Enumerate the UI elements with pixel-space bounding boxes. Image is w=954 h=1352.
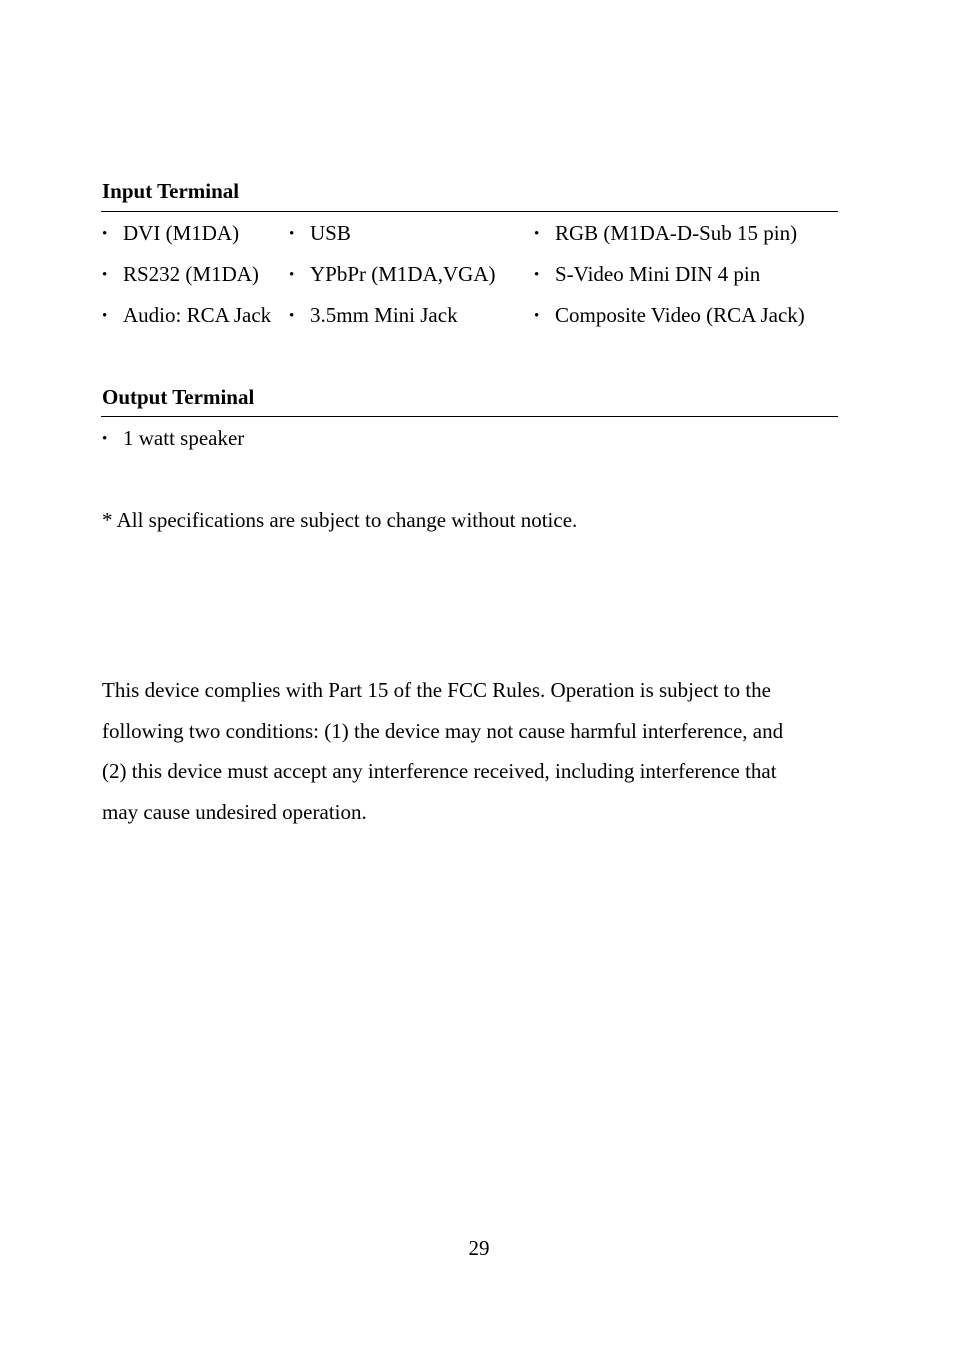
fcc-statement-line: following two conditions: (1) the device may not cause harmful interference, and — [102, 718, 784, 743]
input-spec-item: • RS232 (M1DA) — [102, 262, 259, 286]
specification-notice: * All specifications are subject to change without notice. — [102, 508, 578, 532]
bullet-icon: • — [289, 226, 295, 242]
bullet-icon: • — [102, 308, 108, 324]
output-terminal-divider — [101, 416, 838, 417]
fcc-statement-line: may cause undesired operation. — [102, 800, 367, 825]
bullet-icon: • — [289, 267, 295, 283]
bullet-icon: • — [102, 267, 108, 283]
bullet-icon: • — [534, 226, 540, 242]
input-spec-item: • DVI (M1DA) — [102, 221, 240, 245]
bullet-icon: • — [289, 308, 295, 324]
output-terminal-title: Output Terminal — [102, 385, 255, 409]
fcc-statement — [102, 670, 847, 833]
input-terminal-title: Input Terminal — [102, 179, 240, 203]
page-number: 29 — [468, 1236, 490, 1260]
input-spec-item: • USB — [289, 221, 351, 245]
input-spec-item: • Composite Video (RCA Jack) — [534, 303, 805, 327]
fcc-statement-line: This device complies with Part 15 of the FCC Rules. Operation is subject to the — [102, 678, 771, 702]
input-spec-item: • RGB (M1DA-D-Sub 15 pin) — [534, 221, 798, 245]
input-spec-item: • YPbPr (M1DA,VGA) — [289, 262, 496, 286]
input-terminal-divider — [101, 211, 838, 212]
bullet-icon: • — [102, 226, 108, 242]
bullet-icon: • — [534, 267, 540, 283]
output-spec-item: • 1 watt speaker — [102, 426, 245, 450]
fcc-statement-line: (2) this device must accept any interference received, including interference that — [102, 759, 777, 784]
input-spec-item: • Audio: RCA Jack — [102, 303, 272, 327]
input-spec-item: • 3.5mm Mini Jack — [289, 303, 458, 327]
input-spec-item: • S-Video Mini DIN 4 pin — [534, 262, 761, 286]
bullet-icon: • — [102, 431, 108, 447]
bullet-icon: • — [534, 308, 540, 324]
